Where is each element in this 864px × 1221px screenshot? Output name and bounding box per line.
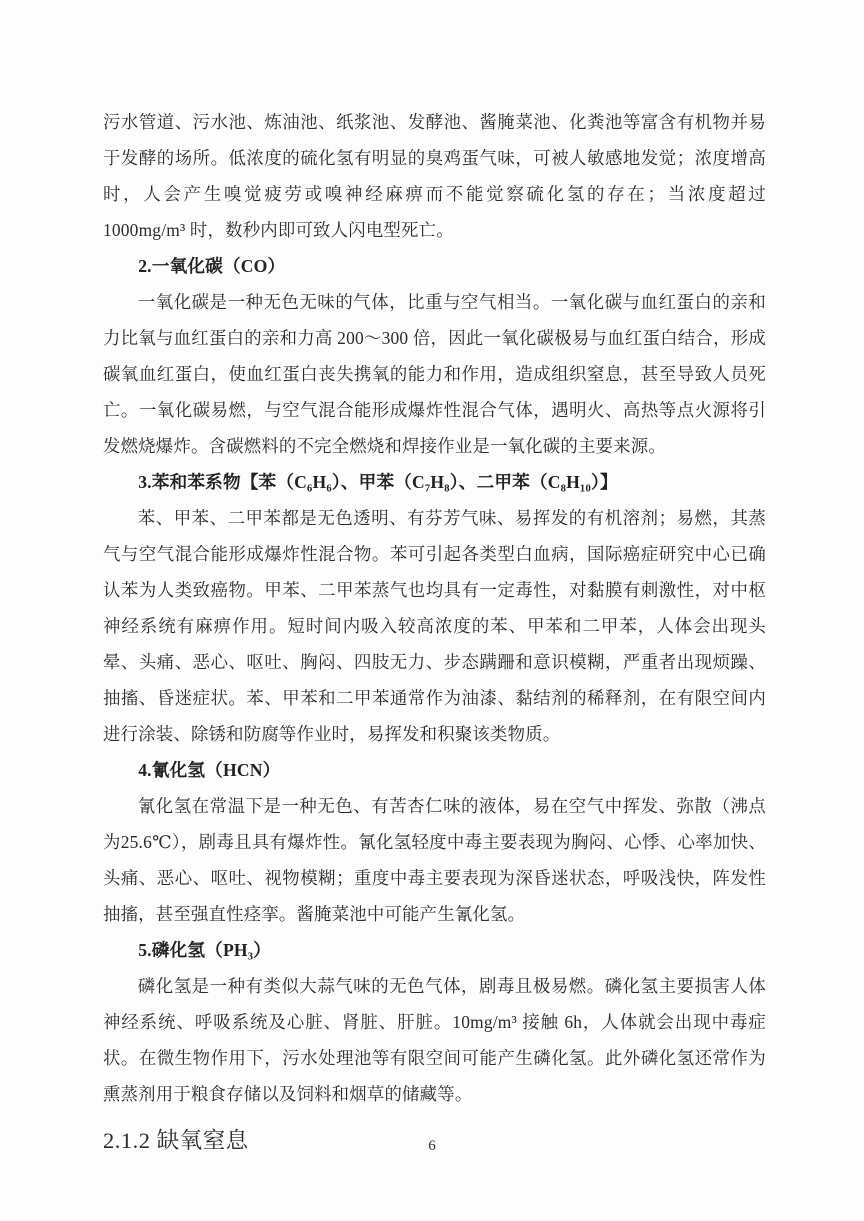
heading-phosphine: 5.磷化氢（PH₃）: [138, 940, 272, 960]
paragraph-carbon-monoxide: 一氧化碳是一种无色无味的气体，比重与空气相当。一氧化碳与血红蛋白的亲和力比氧与血红蛋白的亲和力高 200～300 倍，因此一氧化碳极易与血红蛋白结合，形成碳氧血红蛋白，使血红蛋白丧失携氧的能力和作用，造成组织窒息，甚至导致人员死亡。一氧化碳易燃，与空气混合能形成爆炸性混合气体，遇明火、高热等点火源将引发燃烧爆炸。含碳燃料的不完全燃烧和焊接作业是一氧化碳的主要来源。: [103, 292, 766, 456]
paragraph-benzene-series: 苯、甲苯、二甲苯都是无色透明、有芬芳气味、易挥发的有机溶剂；易燃，其蒸气与空气混合能形成爆炸性混合物。苯可引起各类型白血病，国际癌症研究中心已确认苯为人类致癌物。甲苯、二甲苯蒸气也均具有一定毒性，对黏膜有刺激性，对中枢神经系统有麻痹作用。短时间内吸入较高浓度的苯、甲苯和二甲苯，人体会出现头晕、头痛、恶心、呕吐、胸闷、四肢无力、步态蹒跚和意识模糊，严重者出现烦躁、抽搐、昏迷症状。苯、甲苯和二甲苯通常作为油漆、黏结剂的稀释剂，在有限空间内进行涂装、除锈和防腐等作业时，易挥发和积聚该类物质。: [103, 508, 766, 744]
heading-hydrogen-cyanide: 4.氰化氢（HCN）: [138, 760, 281, 780]
heading-oxygen-deficiency-asphyxia: 2.1.2 缺氧窒息: [103, 1128, 249, 1153]
page-number: 6: [428, 1138, 436, 1154]
paragraph-hydrogen-sulfide-continued: 污水管道、污水池、炼油池、纸浆池、发酵池、酱腌菜池、化粪池等富含有机物并易于发酵的场所。低浓度的硫化氢有明显的臭鸡蛋气味，可被人敏感地发觉；浓度增高时，人会产生嗅觉疲劳或嗅神经麻痹而不能觉察硫化氢的存在；当浓度超过 1000mg/m³ 时，数秒内即可致人闪电型死亡。: [103, 112, 766, 240]
paragraph-hydrogen-cyanide: 氰化氢在常温下是一种无色、有苦杏仁味的液体，易在空气中挥发、弥散（沸点为25.6℃），剧毒且具有爆炸性。氰化氢轻度中毒主要表现为胸闷、心悸、心率加快、头痛、恶心、呕吐、视物模糊；重度中毒主要表现为深昏迷状态，呼吸浅快，阵发性抽搐，甚至强直性痉挛。酱腌菜池中可能产生氰化氢。: [103, 796, 766, 924]
heading-carbon-monoxide: 2.一氧化碳（CO）: [138, 256, 286, 276]
heading-benzene-series: 3.苯和苯系物【苯（C₆H₆）、甲苯（C₇H₈）、二甲苯（C₈H₁₀）】: [138, 472, 618, 492]
paragraph-phosphine: 磷化氢是一种有类似大蒜气味的无色气体，剧毒且极易燃。磷化氢主要损害人体神经系统、呼吸系统及心脏、肾脏、肝脏。10mg/m³ 接触 6h，人体就会出现中毒症状。在微生物作用下，污水处理池等有限空间可能产生磷化氢。此外磷化氢还常作为熏蒸剂用于粮食存储以及饲料和烟草的储藏等。: [103, 976, 766, 1104]
page-content: [103, 104, 766, 1160]
